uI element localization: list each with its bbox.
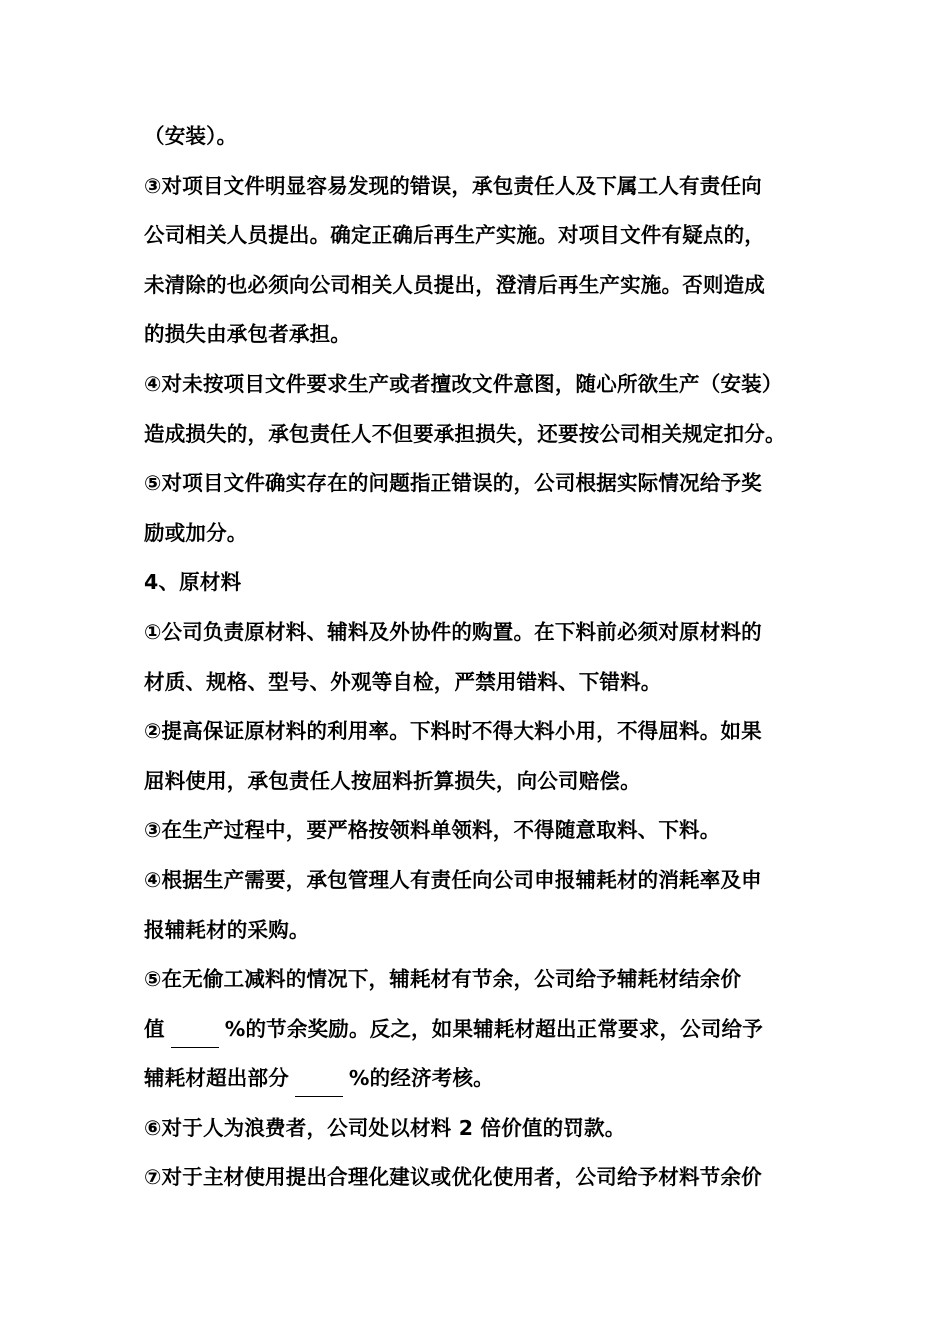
text-segment: %的经济考核。 — [348, 1066, 494, 1091]
text-segment: %的节余奖励。反之，如果辅耗材超出正常要求，公司给予 — [224, 1016, 763, 1041]
text-segment: 辅耗材超出部分 — [144, 1066, 289, 1091]
text-line: 报辅耗材的采购。 — [144, 917, 310, 942]
document-page — [144, 112, 814, 1203]
text-line: ①公司负责原材料、辅料及外协件的购置。在下料前必须对原材料的 — [144, 619, 762, 644]
fill-in-blank — [295, 1072, 343, 1097]
section-heading: 4、原材料 — [144, 570, 242, 595]
text-line: 励或加分。 — [144, 520, 248, 545]
text-line: ③对项目文件明显容易发现的错误，承包责任人及下属工人有责任向 — [144, 173, 762, 198]
text-line: 公司相关人员提出。确定正确后再生产实施。对项目文件有疑点的， — [144, 223, 765, 248]
fill-in-blank — [171, 1023, 219, 1048]
text-line: 的损失由承包者承担。 — [144, 322, 351, 347]
text-line: 材质、规格、型号、外观等自检，严禁用错料、下错料。 — [144, 669, 662, 694]
text-line — [144, 1054, 814, 1104]
text-line: ④对未按项目文件要求生产或者擅改文件意图，随心所欲生产（安装） — [144, 371, 783, 396]
text-line: ④根据生产需要，承包管理人有责任向公司申报辅耗材的消耗率及申 — [144, 867, 762, 892]
text-line: 屈料使用，承包责任人按屈料折算损失，向公司赔偿。 — [144, 768, 641, 793]
text-line: ②提高保证原材料的利用率。下料时不得大料小用，不得屈料。如果 — [144, 719, 762, 744]
text-line: （安装）。 — [144, 124, 238, 148]
text-line: ⑤在无偷工减料的情况下，辅耗材有节余，公司给予辅耗材结余价 — [144, 967, 742, 992]
text-segment: 值 — [144, 1016, 165, 1041]
text-line — [144, 1005, 814, 1055]
text-line: 造成损失的，承包责任人不但要承担损失，还要按公司相关规定扣分。 — [144, 421, 786, 446]
text-line: ⑤对项目文件确实存在的问题指正错误的，公司根据实际情况给予奖 — [144, 471, 762, 496]
text-line: 未清除的也必须向公司相关人员提出，澄清后再生产实施。否则造成 — [144, 272, 765, 297]
text-line: ③在生产过程中，要严格按领料单领料，不得随意取料、下料。 — [144, 818, 721, 843]
text-line: ⑦对于主材使用提出合理化建议或优化使用者，公司给予材料节余价 — [144, 1165, 762, 1190]
text-line: ⑥对于人为浪费者，公司处以材料 2 倍价值的罚款。 — [144, 1115, 626, 1140]
